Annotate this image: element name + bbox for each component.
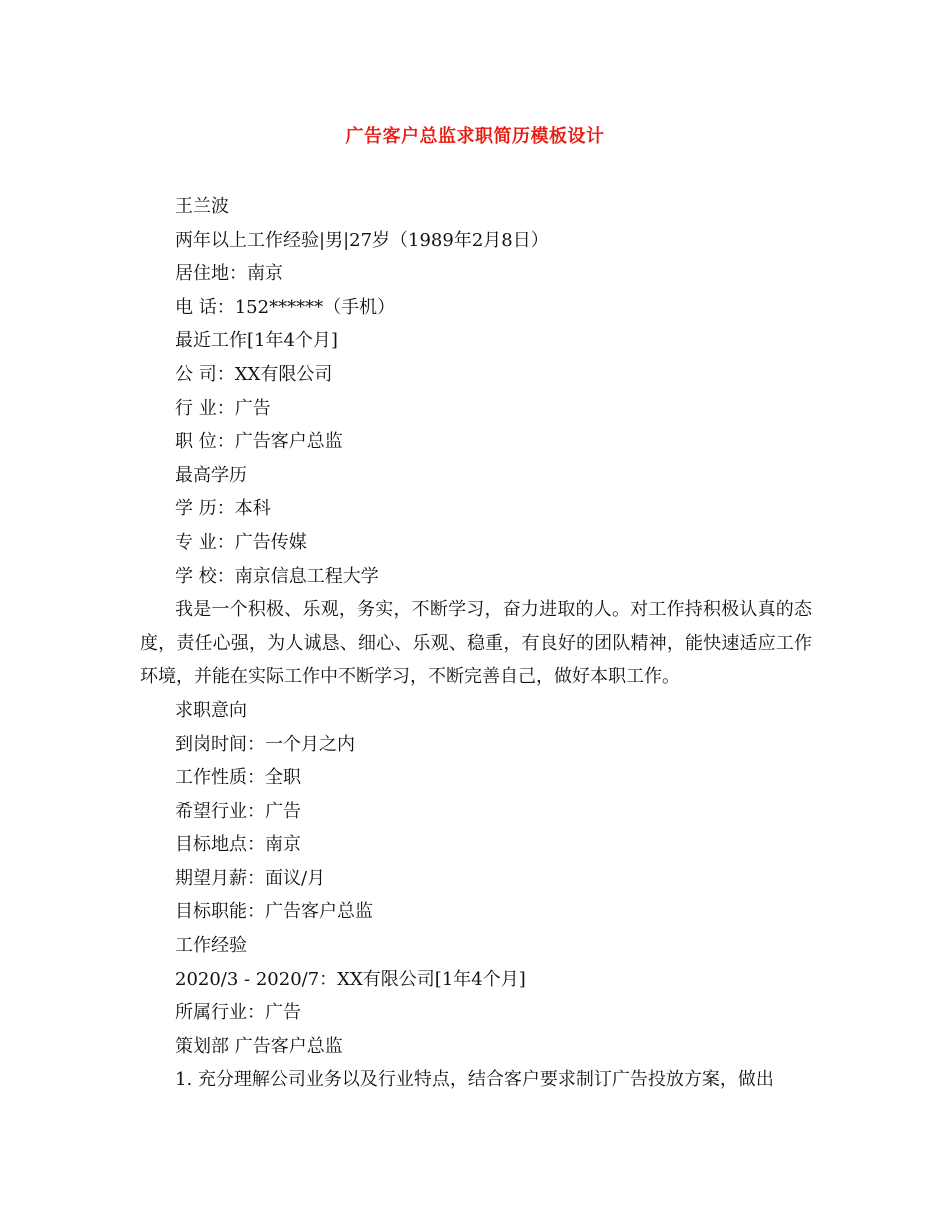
residence-line: 居住地：南京 xyxy=(175,263,283,285)
duty-item-1: 1. 充分理解公司业务以及行业特点，结合客户要求制订广告投放方案，做出 xyxy=(175,1069,774,1091)
major-line: 专 业：广告传媒 xyxy=(175,531,307,553)
document-title: 广告客户总监求职简历模板设计 xyxy=(345,126,605,147)
expected-salary-line: 期望月薪：面议/月 xyxy=(175,867,326,889)
job-intention-block xyxy=(140,694,812,1097)
company-line: 公 司：XX有限公司 xyxy=(175,363,333,385)
department-role-line: 策划部 广告客户总监 xyxy=(175,1035,343,1057)
document-body xyxy=(140,190,812,1097)
resume-info-block xyxy=(140,190,812,593)
degree-line: 学 历：本科 xyxy=(175,498,271,520)
candidate-name: 王兰波 xyxy=(175,196,229,217)
position-line: 职 位：广告客户总监 xyxy=(175,431,343,453)
job-type-line: 工作性质：全职 xyxy=(175,767,301,789)
recent-work-heading: 最近工作[1年4个月] xyxy=(175,330,338,352)
job-intention-heading: 求职意向 xyxy=(175,699,247,721)
target-function-line: 目标职能：广告客户总监 xyxy=(175,901,373,923)
industry-line: 行 业：广告 xyxy=(175,397,271,419)
candidate-summary: 两年以上工作经验|男|27岁（1989年2月8日） xyxy=(175,229,549,251)
desired-industry-line: 希望行业：广告 xyxy=(175,800,301,822)
target-location-line: 目标地点：南京 xyxy=(175,834,301,856)
phone-line: 电 话：152******（手机） xyxy=(175,296,396,318)
education-heading: 最高学历 xyxy=(175,464,247,486)
work-experience-heading: 工作经验 xyxy=(175,935,247,957)
experience-period-line: 2020/3 - 2020/7：XX有限公司[1年4个月] xyxy=(175,968,526,990)
experience-industry-line: 所属行业：广告 xyxy=(175,1002,301,1024)
availability-line: 到岗时间：一个月之内 xyxy=(175,733,355,755)
self-introduction-paragraph: 我是一个积极、乐观，务实，不断学习，奋力进取的人。对工作持积极认真的态度，责任心强，为人诚恳、细心、乐观、稳重，有良好的团队精神，能快速适应工作环境，并能在实际工作中不断学习，不断完善自己，做好本职工作。 xyxy=(140,599,812,688)
school-line: 学 校：南京信息工程大学 xyxy=(175,565,379,587)
